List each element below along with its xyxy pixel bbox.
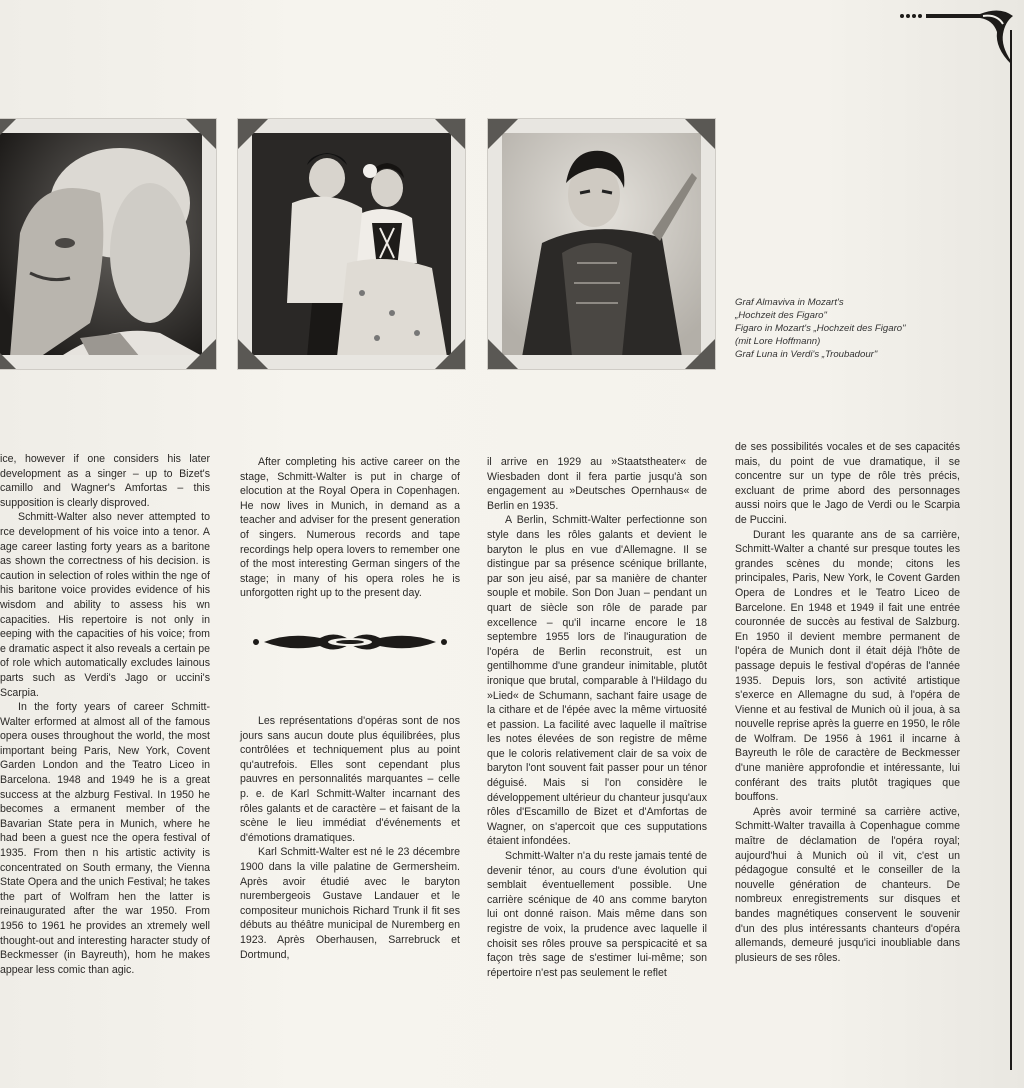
caption-line: (mit Lore Hoffmann) [735, 336, 821, 347]
paragraph: Durant les quarante ans de sa carrière, Schmitt-Walter a chanté sur presque toutes les grandes scènes du monde; citons les principales, Paris, New York, le Covent Garden Opera de Londres et le Teatro Liceo de Barcelone. En 1948 et 1949 il fait une entrée couronnée de succès au festival de Salzburg. En 1950 il devient membre permanent de l'opéra de Munich dont il était déjà l'hôte de passage depuis le festival d'opéras de l'année 1935. Depuis lors, son activité artistique s'exerce en Allemagne du sud, à l'opéra de Vienne et au festival de Munich où il joua, à sa nouvelle reprise après la guerre en 1950, le rôle de Wolfram. De 1956 à 1961 il incarne à Bayreuth le rôle de caractère de Beckmesser d'une manière approfondie et intéressante, lui conférant des traits plutôt tragiques que bouffons. [735, 528, 960, 804]
paragraph: de ses possibilités vocales et de ses capacités mais, du point de vue dramatique, il se concentre sur un type de rôle très précis, excluant de prime abord des personnages aussi noirs que le Jago de Verdi ou le Scarpia de Puccini. [735, 441, 960, 526]
text-column-english-1 [0, 452, 210, 977]
ornamental-divider [250, 630, 450, 654]
text-column-french-2 [487, 455, 707, 980]
paragraph: Schmitt-Walter also never attempted to rce development of his voice into a tenor. A age career lasting forty years as a baritone as shown the correctness of his decision. is caution in selection of roles within the nge of his baritone voice provides evidence of his wisdom and ability to assess his wn capacities. His repertoire is not only in eeping with the capacities of his voice; from e dramatic aspect it also reveals a certain pe of role which automatically excludes lainous parts such as Verdi's Jago or uccini's Scarpia. [0, 511, 210, 699]
text-column-french-1 [240, 714, 460, 962]
caption-line: Figaro in Mozart's „Hochzeit des Figaro" [735, 323, 906, 334]
caption-line: Graf Luna in Verdi's „Troubadour" [735, 349, 878, 360]
photo-graf-luna [487, 118, 716, 370]
portrait-image [502, 133, 701, 355]
caption-line: Graf Almaviva in Mozart's [735, 297, 844, 308]
photo-figaro [237, 118, 466, 370]
paragraph: Après avoir terminé sa carrière active, Schmitt-Walter travailla à Copenhague comme maître de déclamation de l'opéra royal; aujourd'hui à Munich où il vit, c'est un pédagogue consulté et le conseiller de la nouvelle génération de chanteurs. De nombreux enregistrements sur disques et bandes magnétiques conservent le souvenir d'un des plus intéressants chanteurs d'opéra allemands, demeuré jusqu'ici inoubliable dans plusieurs de ses rôles. [735, 805, 960, 964]
text-column-french-3 [735, 440, 960, 965]
photo-captions [735, 296, 975, 361]
paragraph: In the forty years of career Schmitt-Walter erformed at almost all of the famous opera ouses throughout the world, the most important being Paris, New York, Covent Garden London and the Teatro Liceo in Barcelona. 1948 and 1949 he is a great success at the alzburg Festival. In 1950 he becomes a ermanent member of the Bavarian State pera in Munich, where he had been a guest nce the opera festival of 1935. From then n his artistic activity is concentrated on South ermany, the Vienna State Opera and the unich Festival; he takes the part of Wolfram hen the latter is reinaugurated after the war 1950. From 1956 to 1961 he provides an xtremely well thought-out and interesting haracter study of Beckmesser (in Bayreuth), hom he makes appear less comic than agic. [0, 701, 210, 976]
portrait-image [252, 133, 451, 355]
portrait-image [0, 133, 202, 355]
paragraph: il arrive en 1929 au »Staatstheater« de Wiesbaden dont il fera partie jusqu'à son engagement au »Deutsches Opernhaus« de Berlin en 1935. [487, 456, 707, 512]
photo-graf-almaviva [0, 118, 217, 370]
right-border-rule [1010, 30, 1012, 1070]
caption-line: „Hochzeit des Figaro" [735, 310, 827, 321]
paragraph: ice, however if one considers his later development as a singer – up to Bizet's camillo and Wagner's Amfortas – this supposition is clearly disproved. [0, 453, 210, 509]
paragraph: Karl Schmitt-Walter est né le 23 décembre 1900 dans la ville palatine de Germersheim. Après avoir étudié avec le baryton nurembergeois Gustave Landauer et le compositeur munichois Richard Trunk il fit ses débuts au théâtre municipal de Nuremberg en 1923. Après Oberhausen, Sarrebruck et Dortmund, [240, 846, 460, 961]
paragraph: After completing his active career on the stage, Schmitt-Walter is put in charge of elocution at the Royal Opera in Copenhagen. He now lives in Munich, in demand as a teacher and adviser for the present generation of singers. Numerous records and tape recordings help opera lovers to remember one of the most interesting German singers of the stage; in many of his opera roles he is unforgotten right up to the present day. [240, 456, 460, 600]
paragraph: A Berlin, Schmitt-Walter perfectionne son style dans les rôles galants et devient le baryton le plus en vue d'Allemagne. Il se distingue par sa présence scénique brillante, par son jeu aisé, par sa manière de chanter souple et mobile. Son Don Juan – pendant un quart de siècle son rôle de parade par excellence – qu'il incarne encore le 18 septembre 1955 lors de l'inauguration de l'opéra de Berlin reconstruit, est un gentilhomme d'une grandeur inimitable, plutôt ironique que brutal, comparable à l'Hildago du »Lied« de Schumann, sachant faire usage de la cithare et de l'épée avec la même virtuosité et passion. La facilité avec laquelle il maîtrise les notes élevées de son registre de même que le coloris relativement clair de sa voix de baryton l'ont souvent fait passer pour un ténor déguisé. Mais si l'on considère le développement ultérieur du chanteur jusqu'aux rôles d'Escamillo de Bizet et d'Amfortas de Wagner, on s'apercoit que ces supputations étaient infondées. [487, 514, 707, 848]
paragraph: Les représentations d'opéras sont de nos jours sans aucun doute plus équilibrées, plus contrôlées et techniquement plus au point qu'autrefois. Elles sont cependant plus pauvres en personnalités marquantes – celle p. e. de Karl Schmitt-Walter incarnant des rôles galants et de caractère – et faisant de la scène le lieu immédiat d'événements et d'émotions dramatiques. [240, 715, 460, 844]
paragraph: Schmitt-Walter n'a du reste jamais tenté de devenir ténor, au cours d'une évolution qui semblait éventuellement possible. Une carrière scénique de 40 ans comme baryton lui ont donné raison. Mais même dans son registre de voix, la prudence avec laquelle il choisit ses rôles prouve sa perspicacité et sa façon très sage de s'estimer lui-même; son répertoire n'est pas seulement le reflet [487, 850, 707, 979]
corner-ornament [975, 6, 1020, 66]
text-column-english-2 [240, 455, 460, 601]
